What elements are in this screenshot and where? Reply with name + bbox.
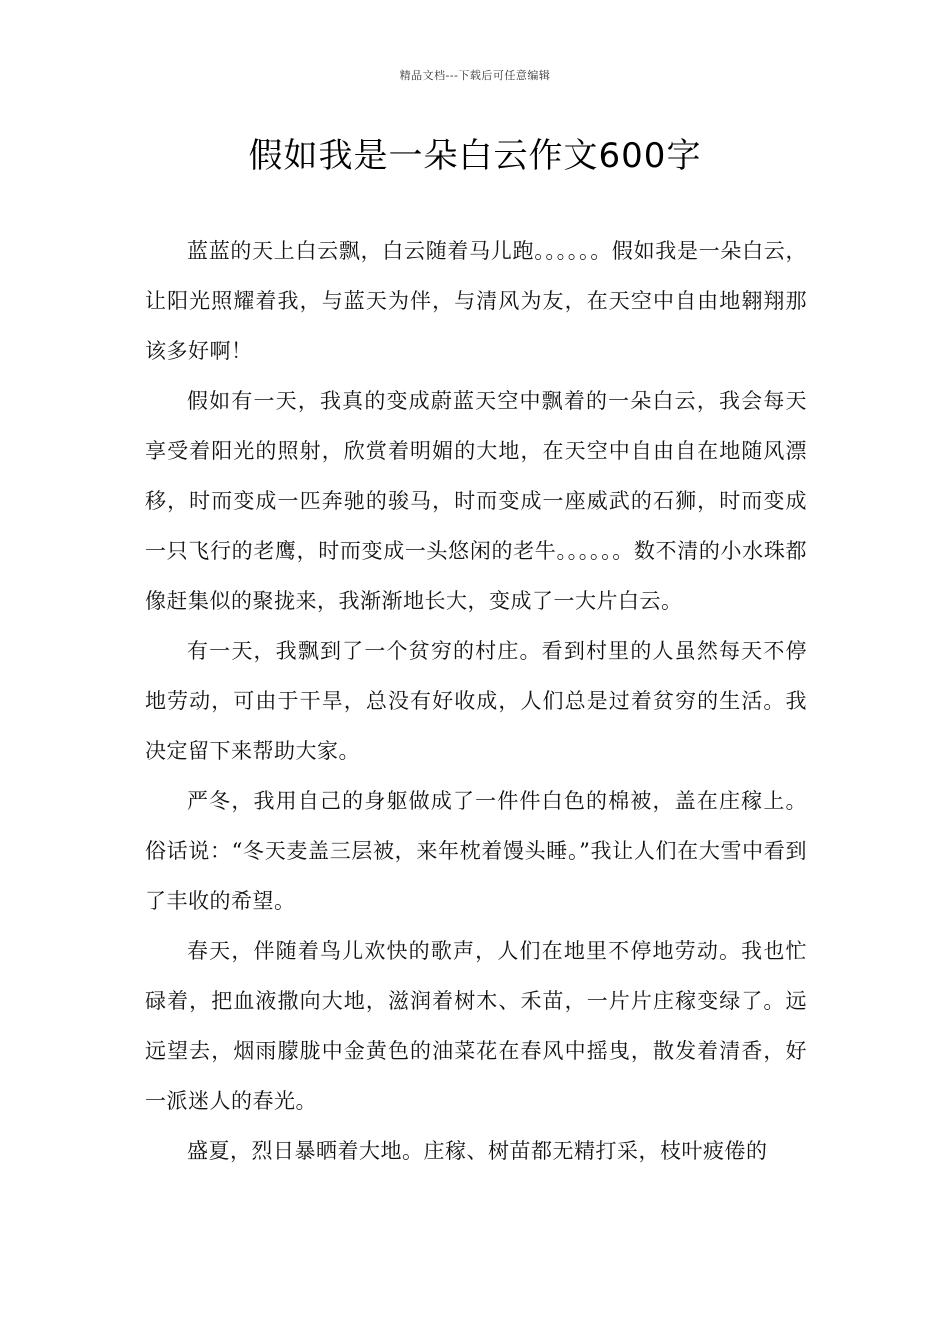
header-note: 精品文档---下载后可任意编辑 xyxy=(399,69,551,82)
paragraph: 严冬，我用自己的身躯做成了一件件白色的棉被，盖在庄稼上。俗话说：“冬天麦盖三层被，来年枕着馒头睡。”我让人们在大雪中看到了丰收的希望。 xyxy=(145,789,807,913)
paragraph: 春天，伴随着鸟儿欢快的歌声，人们在地里不停地劳动。我也忙碌着，把血液撒向大地，滋润着树木、禾苗，一片片庄稼变绿了。远远望去，烟雨朦胧中金黄色的油菜花在春风中摇曳，散发着清香，好一派迷人的春光。 xyxy=(145,939,807,1113)
document-body xyxy=(145,226,807,1176)
paragraph: 假如有一天，我真的变成蔚蓝天空中飘着的一朵白云，我会每天享受着阳光的照射，欣赏着明媚的大地，在天空中自由自在地随风漂移，时而变成一匹奔驰的骏马，时而变成一座威武的石狮，时而变成一只飞行的老鹰，时而变成一头悠闲的老牛。。。。。。数不清的小水珠都像赶集似的聚拢来，我渐渐地长大，变成了一大片白云。 xyxy=(145,389,807,613)
document-title: 假如我是一朵白云作文600字 xyxy=(248,136,702,176)
paragraph: 有一天，我飘到了一个贫穷的村庄。看到村里的人虽然每天不停地劳动，可由于干旱，总没有好收成，人们总是过着贫穷的生活。我决定留下来帮助大家。 xyxy=(145,639,807,763)
paragraph: 蓝蓝的天上白云飘，白云随着马儿跑。。。。。。假如我是一朵白云，让阳光照耀着我，与蓝天为伴，与清风为友，在天空中自由地翱翔那该多好啊！ xyxy=(145,239,807,363)
paragraph: 盛夏，烈日暴晒着大地。庄稼、树苗都无精打采，枝叶疲倦的 xyxy=(187,1139,768,1163)
